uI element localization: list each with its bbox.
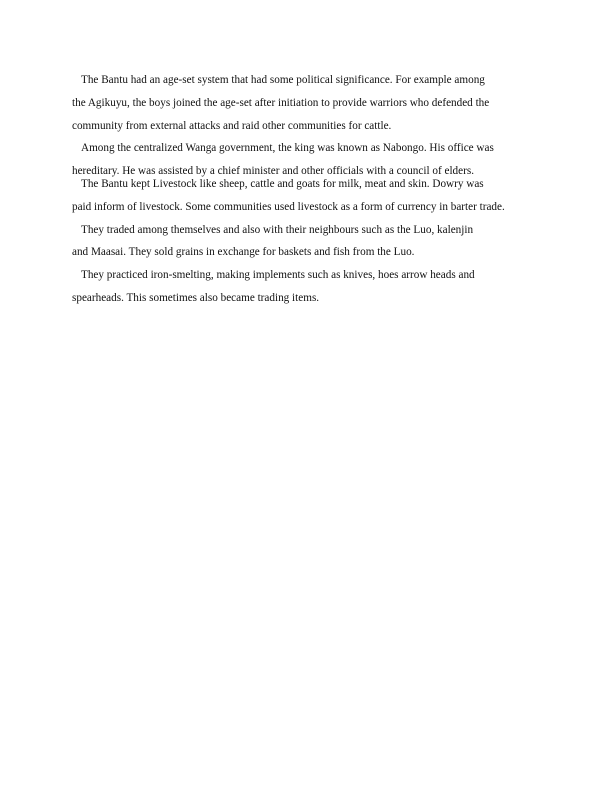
paragraph-iron-smelting [72,264,542,310]
paragraph-line: The Bantu kept Livestock like sheep, cattle and goats for milk, meat and skin. Dowry was [81,178,484,190]
paragraph-line: community from external attacks and raid other communities for cattle. [72,119,392,132]
paragraph-livestock [72,173,542,219]
text-section-economic [72,173,542,310]
paragraph-line: the Agikuyu, the boys joined the age-set after initiation to provide warriors who defended the [72,96,490,109]
paragraph-age-set [72,69,542,137]
paragraph-trade [72,219,542,265]
paragraph-line: They traded among themselves and also with their neighbours such as the Luo, kalenjin [81,223,474,236]
paragraph-line: Among the centralized Wanga government, the king was known as Nabongo. His office was [81,142,494,155]
paragraph-line: paid inform of livestock. Some communities used livestock as a form of currency in barter trade. [72,200,505,213]
paragraph-line: and Maasai. They sold grains in exchange for baskets and fish from the Luo. [72,246,415,259]
paragraph-line: The Bantu had an age-set system that had some political significance. For example among [81,74,485,86]
paragraph-line: spearheads. This sometimes also became trading items. [72,291,320,304]
paragraph-line: hereditary. He was assisted by a chief minister and other officials with a council of elders. [72,165,474,178]
paragraph-line: They practiced iron-smelting, making implements such as knives, hoes arrow heads and [81,269,475,282]
text-section-political [72,69,542,183]
